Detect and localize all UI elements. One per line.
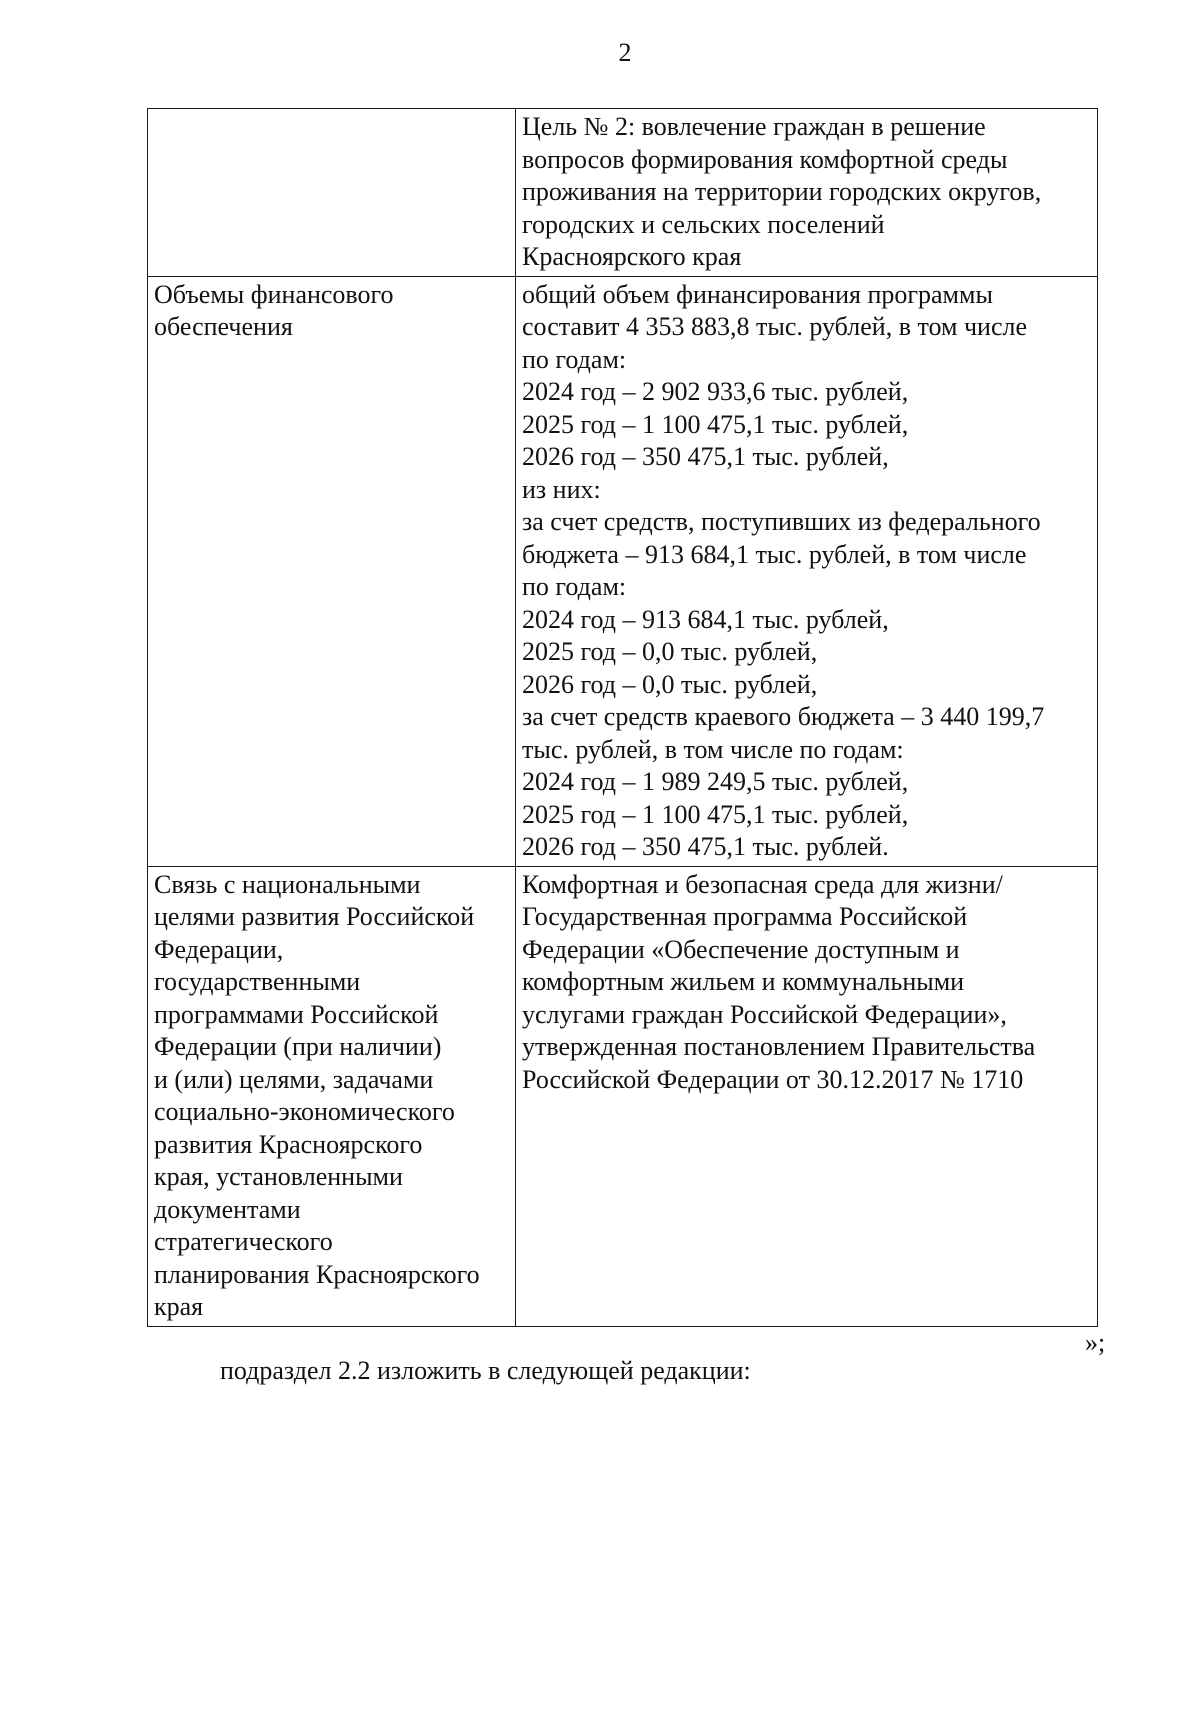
cell-text-line: 2026 год – 350 475,1 тыс. рублей, bbox=[522, 442, 889, 471]
cell-text-line: Связь с национальными bbox=[154, 869, 421, 899]
cell-text-line: 2024 год – 913 684,1 тыс. рублей, bbox=[522, 604, 889, 634]
cell-text-line: стратегического bbox=[154, 1227, 333, 1256]
cell-text-line: Цель № 2: вовлечение граждан в решение bbox=[522, 112, 986, 141]
cell-text-line: и (или) целями, задачами bbox=[154, 1064, 434, 1094]
cell-text-line: 2026 год – 350 475,1 тыс. рублей. bbox=[522, 832, 889, 861]
cell-text-line: края bbox=[154, 1292, 204, 1321]
cell-text-line: планирования Красноярского bbox=[154, 1259, 480, 1289]
table-row-national-goals bbox=[148, 866, 1098, 1326]
row-goal-label-cell bbox=[148, 109, 516, 277]
cell-text-line: вопросов формирования комфортной среды bbox=[522, 144, 1008, 174]
row-national-goals-value-cell bbox=[516, 866, 1098, 1326]
cell-text-line: Объемы финансового bbox=[154, 279, 394, 309]
cell-text-line: за счет средств краевого бюджета – 3 440 199,7 bbox=[522, 702, 1045, 731]
cell-text-line: за счет средств, поступивших из федерального bbox=[522, 507, 1041, 536]
cell-text-line: Федерации (при наличии) bbox=[154, 1032, 442, 1061]
table-row-financing bbox=[148, 276, 1098, 866]
cell-text-line: Комфортная и безопасная среда для жизни/ bbox=[522, 869, 1003, 899]
closing-quote-mark: »; bbox=[1085, 1328, 1106, 1357]
cell-text-line: Федерации «Обеспечение доступным и bbox=[522, 934, 960, 964]
cell-text-line: по годам: bbox=[522, 572, 627, 601]
cell-text-line: комфортным жильем и коммунальными bbox=[522, 967, 965, 996]
row-national-goals-label-cell bbox=[148, 866, 516, 1326]
cell-text-line: тыс. рублей, в том числе по годам: bbox=[522, 734, 904, 764]
cell-text-line: развития Красноярского bbox=[154, 1129, 423, 1159]
passport-table bbox=[147, 108, 1098, 1327]
row-financing-value-cell bbox=[516, 276, 1098, 866]
cell-text-line: общий объем финансирования программы bbox=[522, 279, 993, 309]
row-goal-value-cell bbox=[516, 109, 1098, 277]
cell-text-line: из них: bbox=[522, 474, 601, 504]
cell-text-line: Государственная программа Российской bbox=[522, 902, 968, 931]
cell-text-line: услугами граждан Российской Федерации», bbox=[522, 999, 1007, 1029]
cell-text-line: социально-экономического bbox=[154, 1097, 455, 1126]
cell-text-line: края, установленными bbox=[154, 1162, 403, 1191]
cell-text-line: утвержденная постановлением Правительства bbox=[522, 1032, 1036, 1061]
cell-text-line: по годам: bbox=[522, 344, 627, 374]
passport-table-body bbox=[148, 109, 1098, 1327]
cell-text-line: Российской Федерации от 30.12.2017 № 1710 bbox=[522, 1064, 1024, 1094]
cell-text-line: 2025 год – 1 100 475,1 тыс. рублей, bbox=[522, 799, 909, 829]
cell-text-line: проживания на территории городских округов, bbox=[522, 177, 1042, 206]
cell-text-line: составит 4 353 883,8 тыс. рублей, в том числе bbox=[522, 312, 1027, 341]
cell-text-line: документами bbox=[154, 1194, 301, 1224]
cell-text-line: городских и сельских поселений bbox=[522, 209, 885, 239]
cell-text-line: 2024 год – 1 989 249,5 тыс. рублей, bbox=[522, 767, 909, 796]
cell-text-line: Красноярского края bbox=[522, 242, 742, 271]
cell-text-line: Федерации, bbox=[154, 934, 284, 964]
instruction-text: подраздел 2.2 изложить в следующей редакции: bbox=[220, 1356, 751, 1385]
cell-text-line: 2025 год – 0,0 тыс. рублей, bbox=[522, 637, 818, 666]
row-financing-label-cell bbox=[148, 276, 516, 866]
cell-text-line: целями развития Российской bbox=[154, 902, 475, 931]
cell-text-line: программами Российской bbox=[154, 999, 439, 1029]
cell-text-line: 2024 год – 2 902 933,6 тыс. рублей, bbox=[522, 377, 909, 406]
cell-text-line: бюджета – 913 684,1 тыс. рублей, в том числе bbox=[522, 539, 1027, 569]
cell-text-line: государственными bbox=[154, 967, 361, 996]
cell-text-line: обеспечения bbox=[154, 312, 293, 341]
cell-text-line: 2026 год – 0,0 тыс. рублей, bbox=[522, 669, 818, 699]
table-row-goal bbox=[148, 109, 1098, 277]
cell-text-line: 2025 год – 1 100 475,1 тыс. рублей, bbox=[522, 409, 909, 439]
page-number: 2 bbox=[618, 38, 632, 67]
